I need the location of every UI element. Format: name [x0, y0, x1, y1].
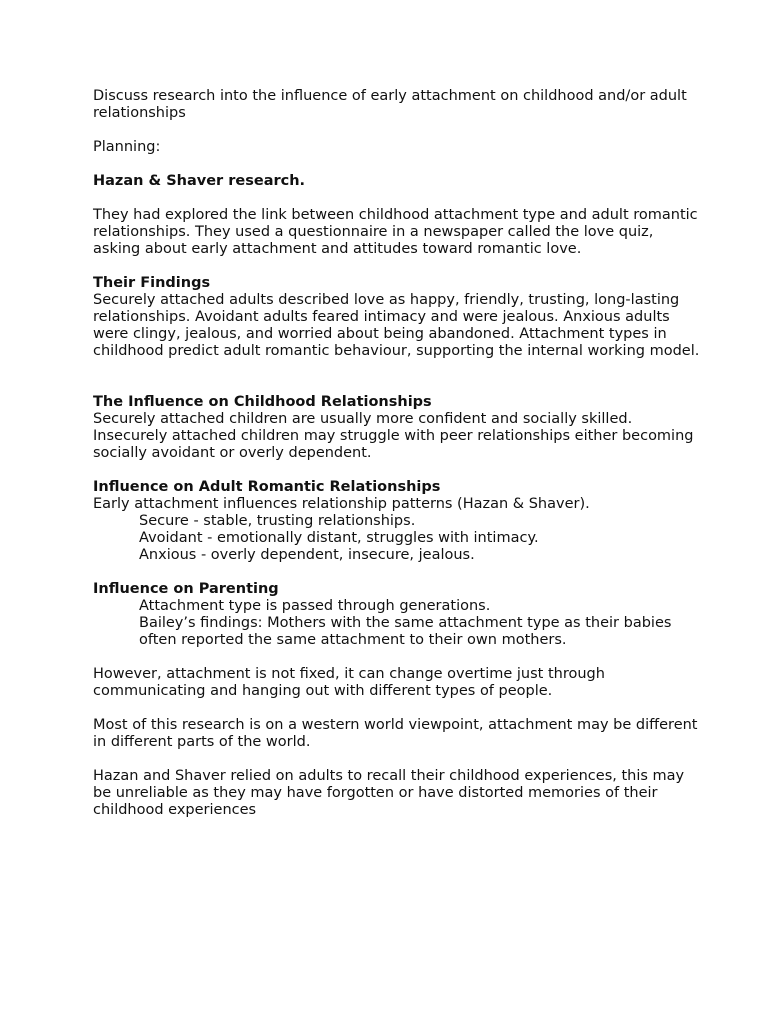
document-page [93, 88, 703, 836]
essay-question: Discuss research into the influence of early attachment on childhood and/or adult relationships [93, 88, 687, 121]
evaluation-paragraph: However, attachment is not fixed, it can change overtime just through communicating and hanging out with different types of people. [93, 666, 605, 699]
list-item: Avoidant - emotionally distant, struggles with intimacy. [139, 530, 539, 546]
list-item: Anxious - overly dependent, insecure, jealous. [139, 547, 475, 563]
childhood-section [93, 394, 703, 462]
childhood-text: Securely attached children are usually more confident and socially skilled. Insecurely attached children may struggle with peer relationships either becoming socially avoidant or overly dependent. [93, 411, 694, 461]
evaluation-paragraph: Hazan and Shaver relied on adults to recall their childhood experiences, this may be unreliable as they may have forgotten or have distorted memories of their childhood experiences [93, 768, 685, 818]
parenting-heading: Influence on Parenting [93, 581, 279, 597]
findings-section [93, 275, 703, 360]
parenting-section [93, 581, 703, 649]
hazan-shaver-heading: Hazan & Shaver research. [93, 173, 306, 189]
adult-heading: Influence on Adult Romantic Relationships [93, 479, 441, 495]
findings-heading: Their Findings [93, 275, 211, 291]
evaluation-paragraph: Most of this research is on a western world viewpoint, attachment may be different in different parts of the world. [93, 717, 698, 750]
list-item: Bailey’s findings: Mothers with the same attachment type as their babies often reported the same attachment to their own mothers. [139, 615, 672, 648]
findings-text: Securely attached adults described love as happy, friendly, trusting, long-lasting relationships. Avoidant adults feared intimacy and were jealous. Anxious adults were clingy, jealous, and worried about being abandoned. Attachment types in childhood predict adult romantic behaviour, supporting the internal working model. [93, 292, 700, 359]
hazan-shaver-intro: They had explored the link between childhood attachment type and adult romantic relationships. They used a questionnaire in a newspaper called the love quiz, asking about early attachment and attitudes toward romantic love. [93, 207, 698, 257]
adult-intro: Early attachment influences relationship patterns (Hazan & Shaver). [93, 496, 590, 512]
list-item: Attachment type is passed through generations. [139, 598, 491, 614]
planning-label: Planning: [93, 139, 161, 155]
list-item: Secure - stable, trusting relationships. [139, 513, 416, 529]
adult-section [93, 479, 703, 564]
childhood-heading: The Influence on Childhood Relationships [93, 394, 432, 410]
